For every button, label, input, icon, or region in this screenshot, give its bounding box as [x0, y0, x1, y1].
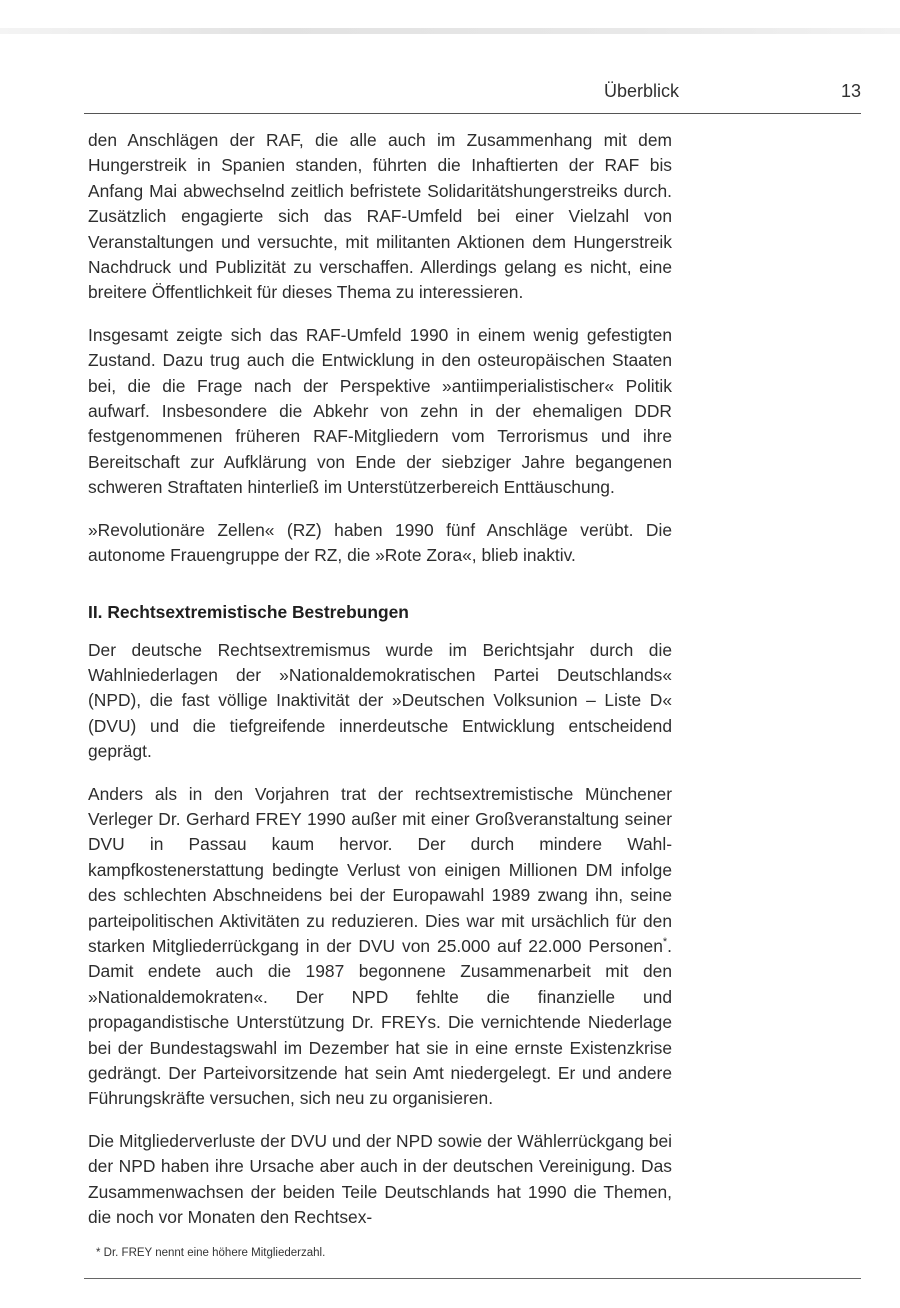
footer-rule — [84, 1278, 861, 1279]
paragraph-raf-umfeld: Insgesamt zeigte sich das RAF-Umfeld 1990 in einem wenig gefestigten Zustand. Dazu trug auch die Entwicklung in den osteuropäischen Staaten bei, die die Frage nach der Perspektive »antiimperialistischer« Politik aufwarf. Insbesondere die Abkehr von zehn in der ehemaligen DDR festgenommenen früheren RAF-Mitgliedern vom Terrorismus und ihre Bereitschaft zur Aufklärung von Ende der siebziger Jahre begangenen schweren Straftaten hinterließ im Unterstützerbereich Enttäuschung. — [88, 324, 672, 498]
paragraph-revolutionaere-zellen: »Revolutionäre Zellen« (RZ) haben 1990 fünf Anschläge verübt. Die autonome Frauengruppe der RZ, die »Rote Zora«, blieb inaktiv. — [88, 519, 672, 566]
paragraph-frey-dvu-text-b: . Damit endete auch die 1987 begonnene Zusammenarbeit mit den »Nationaldemokraten«. Der NPD fehlte die finanzielle und propagandistische Unterstützung Dr. FREYs. Die vernichtende Niederlage bei der Bundestagswahl im Dezember hat sie in eine ernste Existenzkrise gedrängt. Der Parteivorsitzende hat sein Amt niedergelegt. Er und andere Führungskräfte versuchen, sich neu zu organisieren. — [88, 935, 672, 1109]
paragraph-raf-hungerstreik: den Anschlägen der RAF, die alle auch im Zusammenhang mit dem Hungerstreik in Spanien standen, führten die Inhaftierten der RAF bis Anfang Mai abwechselnd zeitlich befristete Solidaritätshungerstreiks durch. Zusätzlich engagierte sich das RAF-Umfeld bei einer Vielzahl von Veranstaltungen und versuchte, mit militanten Aktionen dem Hungerstreik Nachdruck und Publizität zu verschaffen. Allerdings gelang es nicht, eine breitere Öffentlichkeit für dieses Thema zu interessieren. — [88, 130, 672, 303]
paragraph-rechtsextremismus: Der deutsche Rechtsextremismus wurde im Berichtsjahr durch die Wahlniederlagen der »Nationaldemokratischen Partei Deutschlands« (NPD), die fast völlige Inaktivität der »Deutschen Volksunion – Liste D« (DVU) und die tiefgreifende innerdeutsche Entwicklung entscheidend geprägt. — [88, 639, 672, 762]
scan-edge-shadow — [0, 28, 900, 34]
footnote-marker: * — [662, 936, 668, 949]
running-header-title: Überblick — [603, 81, 679, 101]
body-text — [88, 128, 672, 1247]
header-rule — [84, 113, 861, 114]
paragraph-frey-dvu — [88, 782, 672, 1112]
page-number: 13 — [840, 81, 861, 101]
section-heading: II. Rechtsextremistische Bestrebungen — [88, 601, 409, 622]
page-header — [84, 80, 861, 104]
footnote: * Dr. FREY nennt eine höhere Mitgliederzahl. — [96, 1247, 326, 1259]
paragraph-mitgliederverluste: Die Mitgliederverluste der DVU und der NPD sowie der Wählerrückgang bei der NPD haben ihre Ursache aber auch in der deutschen Vereinigung. Das Zusammenwachsen der beiden Teile Deutschlands hat 1990 die Themen, die noch vor Monaten den Rechtsex- — [88, 1130, 672, 1228]
paragraph-frey-dvu-text-a: Anders als in den Vorjahren trat der rechtsextremistische Münchener Verleger Dr. Gerhard FREY 1990 außer mit einer Großveranstaltung seiner DVU in Passau kaum hervor. Der durch mindere Wahlkampfkostenerstattung bedingte Verlust von einigen Millionen DM infolge des schlechten Abschneidens bei der Europawahl 1989 zwang ihn, seine parteipolitischen Aktivitäten zu reduzieren. Dies war mit ursächlich für den starken Mitgliederrückgang in der DVU von 25.000 auf 22.000 Personen — [88, 783, 672, 956]
